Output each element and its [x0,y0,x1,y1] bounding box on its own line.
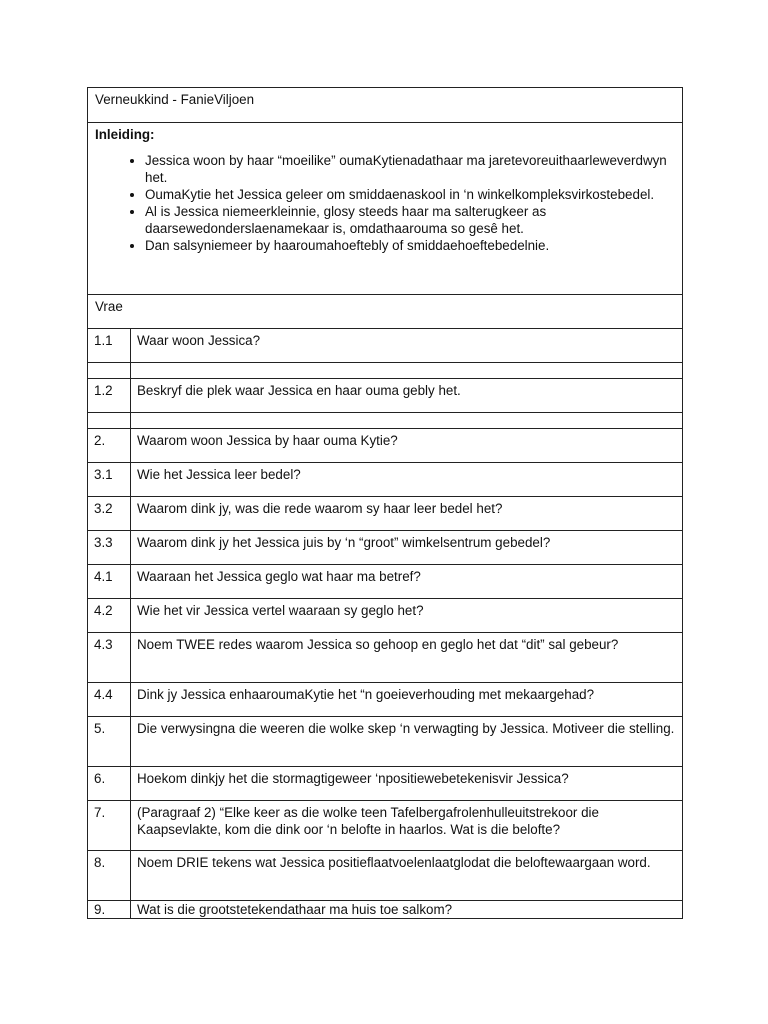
question-text: (Paragraaf 2) “Elke keer as die wolke teen Tafelbergafrolenhulleuitstrekoor die Kaapsevlakte, kom die dink oor ‘n belofte in haarlos. Wat is die belofte? [131,801,683,851]
question-row [88,429,683,463]
question-text: Noem DRIE tekens wat Jessica positieflaatvoelenlaatglodat die beloftewaargaan word. [131,851,683,901]
question-row [88,599,683,633]
question-number: 3.3 [88,531,131,565]
question-text: Wie het Jessica leer bedel? [131,463,683,497]
question-number: 3.2 [88,497,131,531]
answer-row [88,363,683,379]
question-row [88,329,683,363]
worksheet-table [87,87,683,919]
question-number: 7. [88,801,131,851]
answer-row [88,413,683,429]
question-number: 9. [88,901,131,919]
question-row [88,497,683,531]
question-row [88,463,683,497]
question-text: Waarom woon Jessica by haar ouma Kytie? [131,429,683,463]
question-number: 4.3 [88,633,131,683]
question-row [88,633,683,683]
intro-bullet: • OumaKytie het Jessica geleer om smiddaenaskool in ‘n winkelkompleksvirkostebedel. [145,186,676,203]
question-number: 8. [88,851,131,901]
worksheet-title: Verneukkind - FanieViljoen [88,88,683,123]
question-text: Wie het vir Jessica vertel waaraan sy geglo het? [131,599,683,633]
question-text: Waarom dink jy het Jessica juis by ‘n “groot” wimkelsentrum gebedel? [131,531,683,565]
question-text: Noem TWEE redes waarom Jessica so gehoop en geglo het dat “dit” sal gebeur? [131,633,683,683]
question-text: Waar woon Jessica? [131,329,683,363]
intro-bullet-list [95,152,676,254]
question-text: Beskryf die plek waar Jessica en haar ouma gebly het. [131,379,683,413]
question-number: 4.2 [88,599,131,633]
question-text: Waaraan het Jessica geglo wat haar ma betref? [131,565,683,599]
question-text: Hoekom dinkjy het die stormagtigeweer ‘npositiewebetekenisvir Jessica? [131,767,683,801]
question-text: Wat is die grootstetekendathaar ma huis toe salkom? [131,901,683,919]
worksheet [87,87,682,919]
question-text: Die verwysingna die weeren die wolke skep ‘n verwagting by Jessica. Motiveer die stelling. [131,717,683,767]
title-row [88,88,683,123]
question-row [88,565,683,599]
intro-heading: Inleiding: [95,127,155,142]
question-number: 4.4 [88,683,131,717]
question-number: 4.1 [88,565,131,599]
question-number: 1.2 [88,379,131,413]
intro-bullet: • Jessica woon by haar “moeilike” oumaKytienadathaar ma jaretevoreuithaarleweverdwyn het. [145,152,676,186]
question-row [88,379,683,413]
question-row [88,801,683,851]
question-text: Waarom dink jy, was die rede waarom sy haar leer bedel het? [131,497,683,531]
question-number: 1.1 [88,329,131,363]
question-row [88,717,683,767]
intro-bullet: • Al is Jessica niemeerkleinnie, glosy steeds haar ma salterugkeer as daarsewedonderslaenamekaar is, omdathaarouma so gesê het. [145,203,676,237]
intro-row [88,123,683,295]
question-number: 2. [88,429,131,463]
question-number: 3.1 [88,463,131,497]
question-row [88,683,683,717]
question-text: Dink jy Jessica enhaaroumaKytie het “n goeieverhouding met mekaargehad? [131,683,683,717]
question-number: 6. [88,767,131,801]
intro-bullet: • Dan salsyniemeer by haaroumahoeftebly of smiddaehoeftebedelnie. [145,237,676,254]
questions-label-row [88,295,683,329]
questions-label: Vrae [88,295,683,329]
question-row [88,531,683,565]
question-row [88,767,683,801]
question-number: 5. [88,717,131,767]
question-row [88,901,683,919]
question-row [88,851,683,901]
